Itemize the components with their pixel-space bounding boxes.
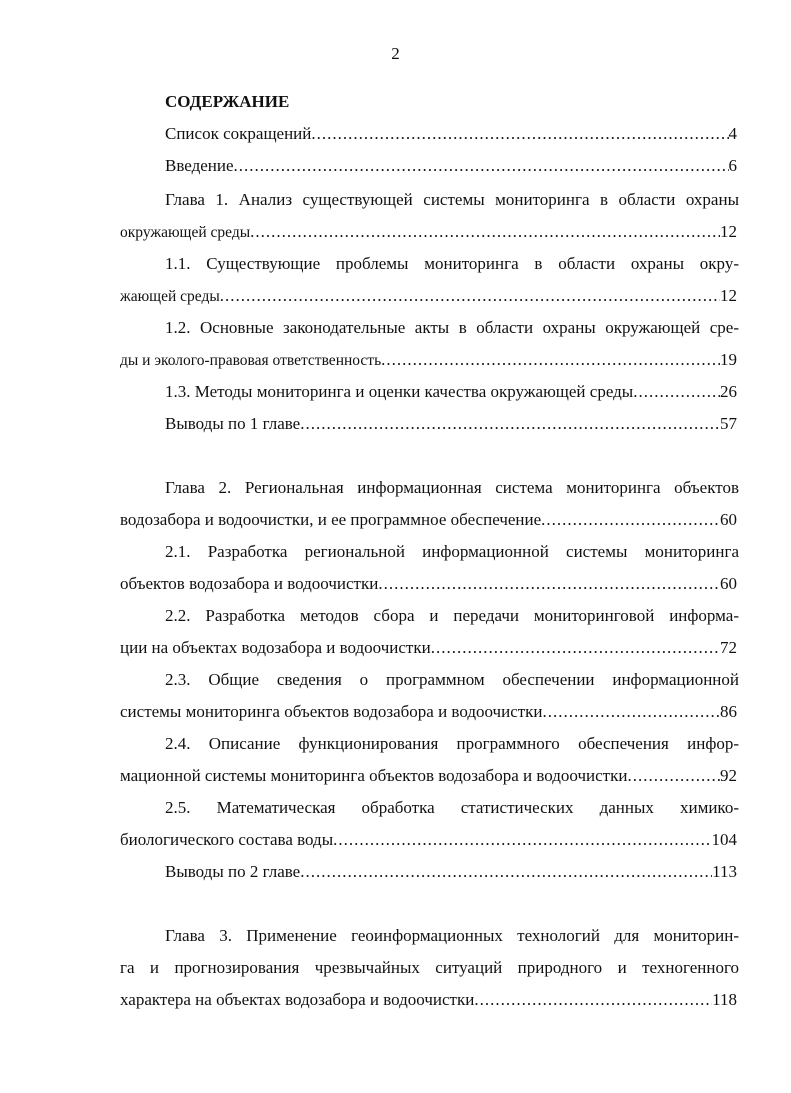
toc-chapter-3-line3[interactable] — [120, 989, 737, 1011]
toc-entry-text: системы мониторинга объектов водозабора и водоочистки — [120, 702, 543, 721]
toc-entry-introduction[interactable] — [165, 155, 737, 177]
toc-entry-text: объектов водозабора и водоочистки — [120, 574, 379, 593]
toc-leader-dots — [543, 701, 720, 723]
toc-leader-dots — [220, 285, 720, 307]
toc-entry-text: биологического состава воды — [120, 830, 334, 849]
toc-page-number: 86 — [720, 702, 737, 721]
toc-chapter-3-line1[interactable]: Глава 3. Применение геоинформационных технологий для мониторин- — [165, 926, 739, 945]
toc-leader-dots — [300, 861, 712, 883]
toc-leader-dots — [541, 509, 720, 531]
toc-page-number: 6 — [728, 156, 737, 175]
toc-page-number: 104 — [711, 830, 737, 849]
toc-section-2-4-line2[interactable] — [120, 765, 737, 787]
toc-conclusions-2[interactable] — [165, 861, 737, 883]
toc-entry-text: Введение — [165, 156, 234, 175]
toc-leader-dots — [633, 381, 720, 403]
toc-page-number: 60 — [720, 574, 737, 593]
toc-leader-dots — [234, 155, 729, 177]
toc-page-number: 113 — [712, 862, 737, 881]
toc-leader-dots — [627, 765, 720, 787]
toc-section-2-2-line2[interactable] — [120, 637, 737, 659]
toc-page-number: 92 — [720, 766, 737, 785]
toc-section-2-1-line1[interactable]: 2.1. Разработка региональной информационной системы мониторинга — [165, 542, 739, 561]
toc-leader-dots — [250, 221, 720, 243]
toc-entry-text: мационной системы мониторинга объектов водозабора и водоочистки — [120, 766, 628, 785]
toc-chapter-3-line2[interactable]: га и прогнозирования чрезвычайных ситуаций природного и техногенного — [120, 958, 739, 977]
toc-chapter-1-line1[interactable]: Глава 1. Анализ существующей системы мониторинга в области охраны — [165, 190, 739, 209]
toc-leader-dots — [381, 349, 720, 371]
toc-page-number: 72 — [720, 638, 737, 657]
toc-entry-text: 1.3. Методы мониторинга и оценки качества окружающей среды — [165, 382, 634, 401]
toc-entry-text: окружающей среды — [120, 224, 251, 241]
toc-chapter-1-line2[interactable] — [120, 221, 737, 244]
toc-section-2-4-line1[interactable]: 2.4. Описание функционирования программного обеспечения инфор- — [165, 734, 739, 753]
toc-section-2-5-line2[interactable] — [120, 829, 737, 851]
toc-leader-dots — [300, 413, 720, 435]
toc-section-1-2-line2[interactable] — [120, 349, 737, 372]
toc-page-number: 118 — [712, 990, 737, 1009]
toc-page-number: 26 — [720, 382, 737, 401]
toc-section-1-1-line2[interactable] — [120, 285, 737, 308]
toc-section-1-1-line1[interactable]: 1.1. Существующие проблемы мониторинга в области охраны окру- — [165, 254, 739, 273]
toc-entry-text: Выводы по 1 главе — [165, 414, 301, 433]
page-number: 2 — [391, 44, 400, 63]
toc-entry-text: Список сокращений — [165, 124, 312, 143]
toc-leader-dots — [474, 989, 712, 1011]
toc-entry-text: ды и эколого-правовая ответственность — [120, 352, 382, 369]
toc-leader-dots — [431, 637, 720, 659]
toc-page-number: 4 — [728, 124, 737, 143]
toc-entry-abbreviations[interactable] — [165, 123, 737, 145]
toc-entry-text: ции на объектах водозабора и водоочистки — [120, 638, 431, 657]
toc-entry-text: водозабора и водоочистки, и ее программное обеспечение — [120, 510, 542, 529]
toc-chapter-2-line2[interactable] — [120, 509, 737, 531]
toc-leader-dots — [311, 123, 728, 145]
toc-title: СОДЕРЖАНИЕ — [165, 92, 290, 111]
toc-page-number: 57 — [720, 414, 737, 433]
toc-section-2-3-line1[interactable]: 2.3. Общие сведения о программном обеспечении информационной — [165, 670, 739, 689]
toc-entry-text: жающей среды — [120, 288, 220, 305]
toc-section-2-5-line1[interactable]: 2.5. Математическая обработка статистических данных химико- — [165, 798, 739, 817]
toc-leader-dots — [333, 829, 711, 851]
toc-leader-dots — [378, 573, 720, 595]
toc-entry-text: характера на объектах водозабора и водоочистки — [120, 990, 475, 1009]
toc-page-number: 12 — [720, 222, 737, 241]
toc-page-number: 12 — [720, 286, 737, 305]
toc-section-1-3[interactable] — [165, 381, 737, 403]
toc-page-number: 60 — [720, 510, 737, 529]
toc-section-2-2-line1[interactable]: 2.2. Разработка методов сбора и передачи мониторинговой информа- — [165, 606, 739, 625]
toc-entry-text: Выводы по 2 главе — [165, 862, 301, 881]
toc-section-1-2-line1[interactable]: 1.2. Основные законодательные акты в области охраны окружающей сре- — [165, 318, 739, 337]
toc-chapter-2-line1[interactable]: Глава 2. Региональная информационная система мониторинга объектов — [165, 478, 739, 497]
toc-conclusions-1[interactable] — [165, 413, 737, 435]
toc-page-number: 19 — [720, 350, 737, 369]
toc-section-2-3-line2[interactable] — [120, 701, 737, 723]
toc-section-2-1-line2[interactable] — [120, 573, 737, 595]
